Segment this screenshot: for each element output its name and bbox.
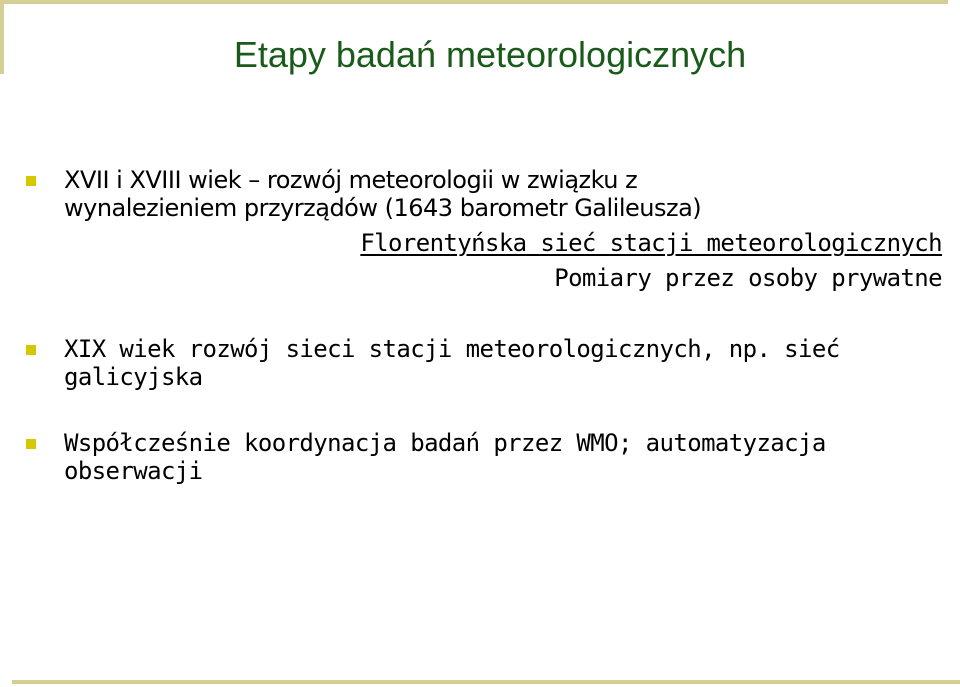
bullet-3-line-2: obserwacji	[64, 457, 203, 485]
slide-title: Etapy badań meteorologicznych	[233, 34, 747, 75]
slide-frame-top	[0, 0, 948, 4]
bullet-2-line-1: XIX wiek rozwój sieci stacji meteorologicznych, np. sieć	[64, 335, 840, 363]
bullet-1-line-2: wynalezieniem przyrządów (1643 barometr Galileusza)	[64, 194, 702, 222]
bullet-3-line-1: Współcześnie koordynacja badań przez WMO; automatyzacja	[64, 429, 826, 457]
slide-frame-bottom	[12, 680, 960, 684]
bullet-1-sub-item-1: Florentyńska sieć stacji meteorologicznych	[360, 229, 942, 257]
bullet-1-line-1: XVII i XVIII wiek – rozwój meteorologii w związku z	[64, 166, 638, 194]
bullet-1-sub-item-2: Pomiary przez osoby prywatne	[554, 264, 942, 292]
bullet-2-line-2: galicyjska	[64, 363, 203, 391]
bullet-marker-2	[26, 345, 36, 355]
bullet-marker-3	[26, 439, 36, 449]
bullet-marker-1	[26, 176, 36, 186]
